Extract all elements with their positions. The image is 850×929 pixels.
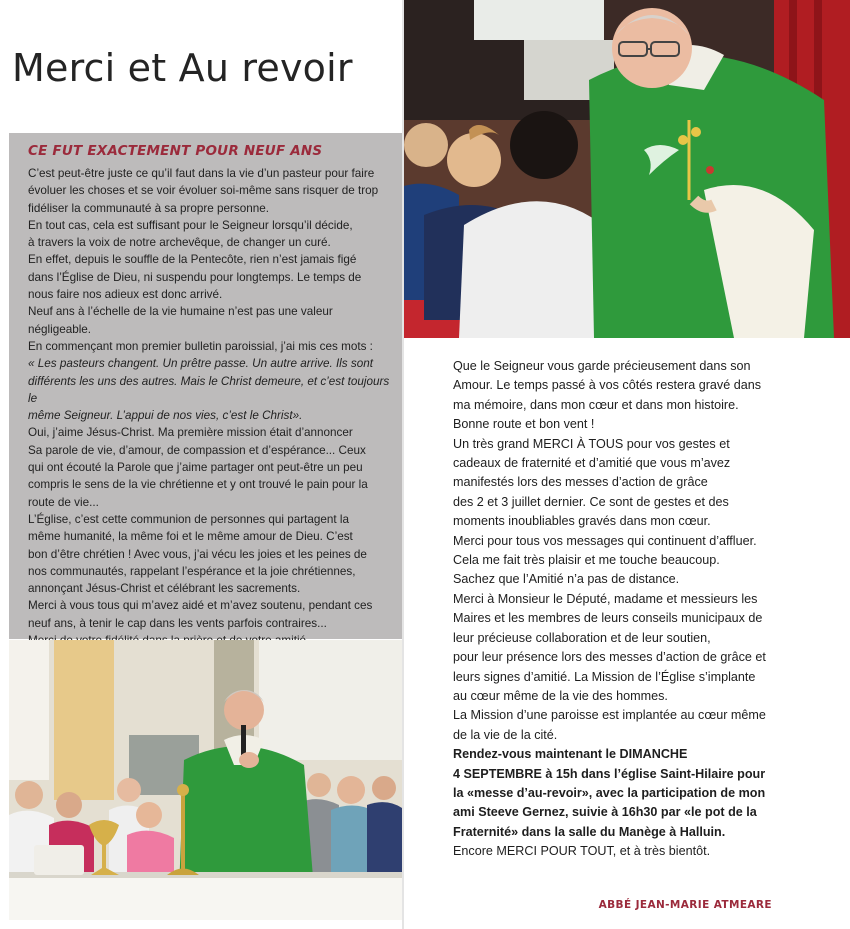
paragraph: Neuf ans à l’échelle de la vie humaine n’est pas une valeur négligeable.	[28, 305, 333, 336]
paragraph: Oui, j’aime Jésus-Christ. Ma première mission était d’annoncer Sa parole de vie, d’amour, de compassion et d’espérance... Ceux qui ont écouté la Parole que j’aime partager ont peut-être un peu compris le sens de la vie chrétienne et y ont trouvé le pain pour la route de vie...	[28, 426, 368, 509]
paragraph: En effet, depuis le souffle de la Pentecôte, rien n’est jamais figé dans l’Église de Dieu, ni suspendu pour longtemps. Le temps de nous faire nos adieux est donc arrivé.	[28, 253, 362, 302]
paragraph: C’est peut-être juste ce qu’il faut dans la vie d’un pasteur pour faire évoluer les choses et se voir évoluer soi-même sans risquer de trop fidéliser la communauté à sa propre personne.	[28, 167, 379, 215]
sidebar-box	[9, 133, 402, 639]
photo-priest-greeting-illustration	[404, 0, 850, 338]
paragraph: En tout cas, cela est suffisant pour le Seigneur lorsqu’il décide, à travers la voix de notre archevêque, de changer un curé.	[28, 218, 353, 250]
paragraph: Que le Seigneur vous garde précieusement dans son Amour. Le temps passé à vos côtés restera gravé dans ma mémoire, dans mon cœur et dans mon histoire.	[453, 359, 762, 412]
event-announcement: Rendez-vous maintenant le DIMANCHE 4 SEPTEMBRE à 15h dans l’église Saint-Hilaire pour la «messe d’au-revoir», avec la participation de mon ami Steeve Gernez, suivie à 16h30 par «le pot de la Fraternité» dans la salle du Manège à Halluin.	[453, 747, 766, 839]
signature: ABBÉ JEAN-MARIE ATMEARE	[598, 899, 772, 911]
paragraph: Merci à Monsieur le Député, madame et messieurs les Maires et les membres de leurs conseils municipaux de leur précieuse collaboration et de leur soutien, pour leur présence lors des messes d’action de grâce et leurs signes d’amitié. La Mission de l’Église s’implante au cœur même de la vie des hommes.	[453, 591, 766, 703]
paragraph: Merci pour tous vos messages qui continuent d’affluer. Cela me fait très plaisir et me touche beaucoup.	[453, 533, 757, 568]
paragraph: La Mission d’une paroisse est implantée au cœur même de la vie de la cité.	[453, 708, 766, 742]
sidebar-box-text	[28, 165, 392, 649]
photo-priest-greeting	[404, 0, 850, 338]
paragraph: L’Église, c’est cette communion de personnes qui partagent la même humanité, la même foi et le même amour de Dieu. C’est bon d’être chrétien ! Avec vous, j’ai vécu les joies et les peines de nos communautés, rappelant l’espérance et la joie chrétiennes, annonçant Jésus-Christ et célébrant les sacrements.	[28, 512, 367, 596]
paragraph: Bonne route et bon vent !	[453, 417, 595, 432]
page-title: Merci et Au revoir	[12, 46, 353, 90]
paragraph: Encore MERCI POUR TOUT, et à très bientôt.	[453, 844, 711, 859]
paragraph: Un très grand MERCI À TOUS pour vos gestes et cadeaux de fraternité et d’amitié que vous m’avez manifestés lors des messes d’action de grâce des 2 et 3 juillet dernier. Ce sont de gestes et des moments inoubliables gravés dans mon cœur.	[453, 436, 731, 529]
paragraph: En commençant mon premier bulletin paroissial, j’ai mis ces mots :	[28, 339, 373, 353]
main-text	[453, 357, 783, 862]
sidebar-box-heading: CE FUT EXACTEMENT POUR NEUF ANS	[28, 143, 323, 159]
quote-paragraph: « Les pasteurs changent. Un prêtre passe. Un autre arrive. Ils sont différents les uns des autres. Mais le Christ demeure, et c’est toujours le même Seigneur. L’appui de nos vies, c’est le Christ».	[28, 357, 390, 423]
photo-priest-mass-illustration	[9, 640, 402, 920]
paragraph: Sachez que l’Amitié n’a pas de distance.	[453, 572, 680, 587]
photo-priest-mass	[9, 640, 402, 920]
paragraph: Merci à vous tous qui m’avez aidé et m’avez soutenu, pendant ces neuf ans, à tenir le cap dans les vents parfois contraires...	[28, 599, 373, 630]
